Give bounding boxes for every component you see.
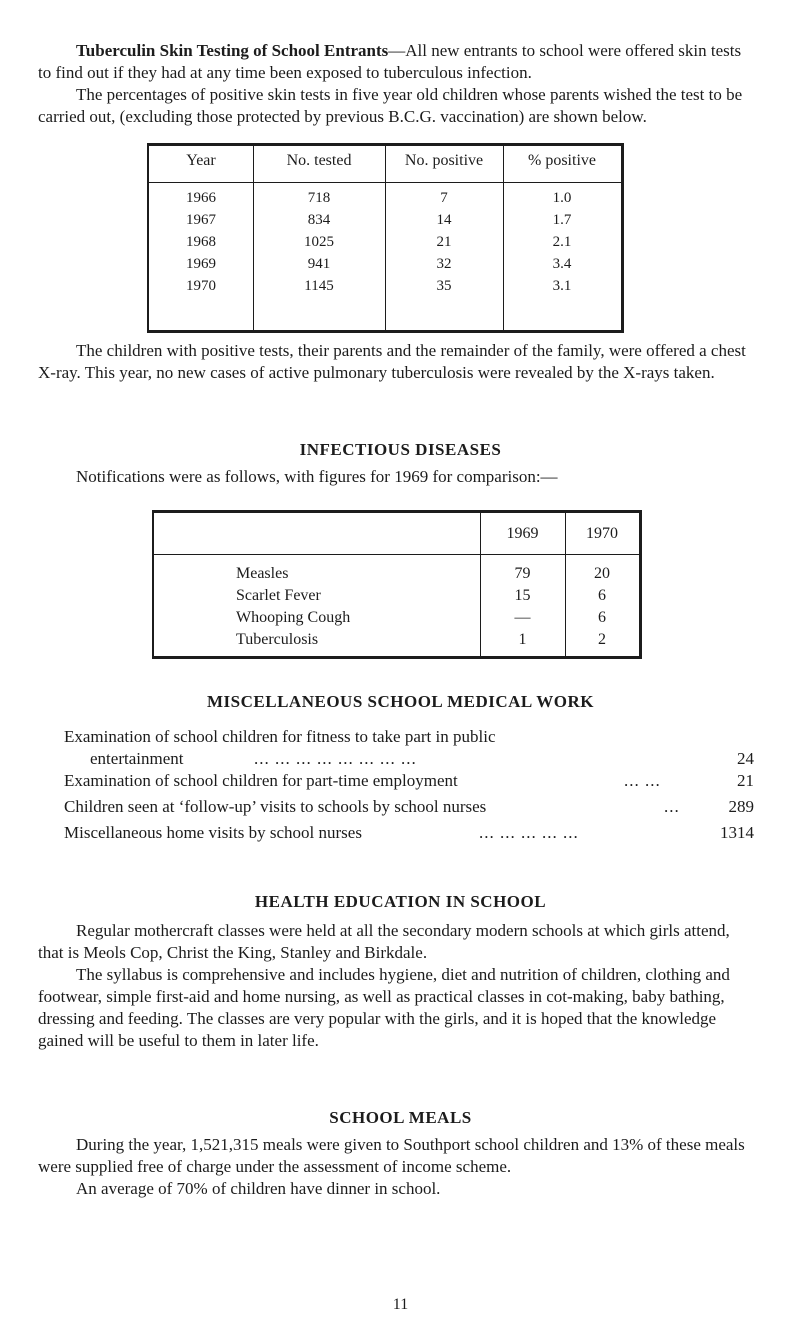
header-no-positive: No. positive <box>404 152 484 169</box>
header-no-tested: No. tested <box>286 152 352 169</box>
school-meals-heading: SCHOOL MEALS <box>329 1108 472 1127</box>
cell-positive: 7 <box>440 190 448 206</box>
list-item <box>64 726 754 774</box>
page-number: 11 <box>392 1296 409 1313</box>
cell-1969: 79 <box>514 565 531 582</box>
cell-pct: 3.1 <box>552 278 572 294</box>
cell-year: 1970 <box>186 278 216 294</box>
header-year: Year <box>186 152 216 169</box>
misc-item-label: entertainment <box>90 749 184 768</box>
leader-dots: ... <box>664 797 680 816</box>
list-item <box>64 822 754 846</box>
misc-item-value: 289 <box>728 797 754 816</box>
cell-year: 1967 <box>186 212 216 228</box>
misc-item-label: Miscellaneous home visits by school nurses <box>64 823 362 842</box>
cell-year: 1969 <box>186 256 216 272</box>
health-education-para2: The syllabus is comprehensive and includes hygiene, diet and nutrition of children, clothing and footwear, simple first-aid and home nursing, as well as practical classes in cot-making, baby bathing, dressing and feeding. The classes are very popular with the girls, and it is hoped that the knowledge gained will be useful to them in later life. <box>38 965 730 1050</box>
list-item <box>64 770 754 794</box>
tuberculin-table <box>147 143 624 333</box>
cell-disease: Tuberculosis <box>236 631 319 648</box>
cell-1969: 15 <box>514 587 531 604</box>
misc-item-value: 24 <box>737 749 754 768</box>
header-1969: 1969 <box>506 525 539 542</box>
cell-1969: — <box>514 609 531 626</box>
misc-item-label: Examination of school children for part-time employment <box>64 771 458 790</box>
cell-1970: 6 <box>598 587 606 604</box>
leader-dots: ... ... <box>624 771 661 790</box>
cell-tested: 941 <box>307 256 331 272</box>
misc-item-value: 21 <box>737 771 754 790</box>
health-education-heading: HEALTH EDUCATION IN SCHOOL <box>254 892 547 911</box>
cell-year: 1966 <box>186 190 216 206</box>
xray-paragraph: The children with positive tests, their parents and the remainder of the family, were offered a chest X-ray. This year, no new cases of active pulmonary tuberculosis were revealed by the X-rays taken. <box>38 341 746 382</box>
misc-item-value: 1314 <box>720 823 754 842</box>
cell-1970: 20 <box>594 565 610 582</box>
infectious-diseases-heading: INFECTIOUS DISEASES <box>299 440 502 459</box>
misc-item-label: Children seen at ‘follow-up’ visits to schools by school nurses <box>64 797 487 816</box>
cell-disease: Scarlet Fever <box>236 587 321 604</box>
infectious-diseases-table <box>152 510 642 659</box>
tuberculin-description: The percentages of positive skin tests in five year old children whose parents wished the test to be carried out, (excluding those protected by previous B.C.G. vaccination) are shown below. <box>38 85 743 126</box>
leader-dots: ... ... ... ... ... <box>479 823 579 842</box>
cell-positive: 21 <box>436 234 452 250</box>
list-item <box>64 796 754 820</box>
health-education-para1: Regular mothercraft classes were held at all the secondary modern schools at which girls attend, that is Meols Cop, Christ the King, Stanley and Birkdale. <box>38 921 730 962</box>
infectious-intro: Notifications were as follows, with figures for 1969 for comparison:— <box>76 467 558 486</box>
cell-1970: 6 <box>598 609 606 626</box>
cell-pct: 2.1 <box>552 234 572 250</box>
cell-1969: 1 <box>518 631 527 648</box>
cell-positive: 35 <box>436 278 452 294</box>
misc-work-heading: MISCELLANEOUS SCHOOL MEDICAL WORK <box>207 692 594 711</box>
header-1970: 1970 <box>586 525 618 542</box>
cell-tested: 1145 <box>304 278 334 294</box>
cell-disease: Measles <box>236 565 289 582</box>
header-rule <box>149 182 621 183</box>
leader-dots: ... ... ... ... ... ... ... ... <box>254 749 417 768</box>
cell-pct: 3.4 <box>552 256 572 272</box>
cell-positive: 14 <box>436 212 452 228</box>
tuberculin-lead: Tuberculin Skin Testing of School Entrants <box>76 41 389 60</box>
cell-pct: 1.0 <box>552 190 572 206</box>
tuberculin-intro-text: —All new entrants to school were offered skin tests to find out if they had at any time been exposed to tuberculous infection. <box>38 41 742 82</box>
tuberculin-intro <box>38 40 754 84</box>
cell-pct: 1.7 <box>552 212 572 228</box>
header-pct-positive: % positive <box>528 152 596 169</box>
school-meals-para2: An average of 70% of children have dinner in school. <box>76 1179 441 1198</box>
cell-tested: 1025 <box>304 234 334 250</box>
cell-year: 1968 <box>186 234 216 250</box>
school-meals-para1: During the year, 1,521,315 meals were given to Southport school children and 13% of these meals were supplied free of charge under the assessment of income scheme. <box>38 1135 745 1176</box>
cell-positive: 32 <box>436 256 452 272</box>
cell-disease: Whooping Cough <box>236 609 351 626</box>
cell-tested: 718 <box>307 190 331 206</box>
header-rule <box>154 554 639 555</box>
misc-item-label-line1: Examination of school children for fitness to take part in public <box>64 727 496 746</box>
cell-tested: 834 <box>307 212 331 228</box>
cell-1970: 2 <box>598 631 606 648</box>
